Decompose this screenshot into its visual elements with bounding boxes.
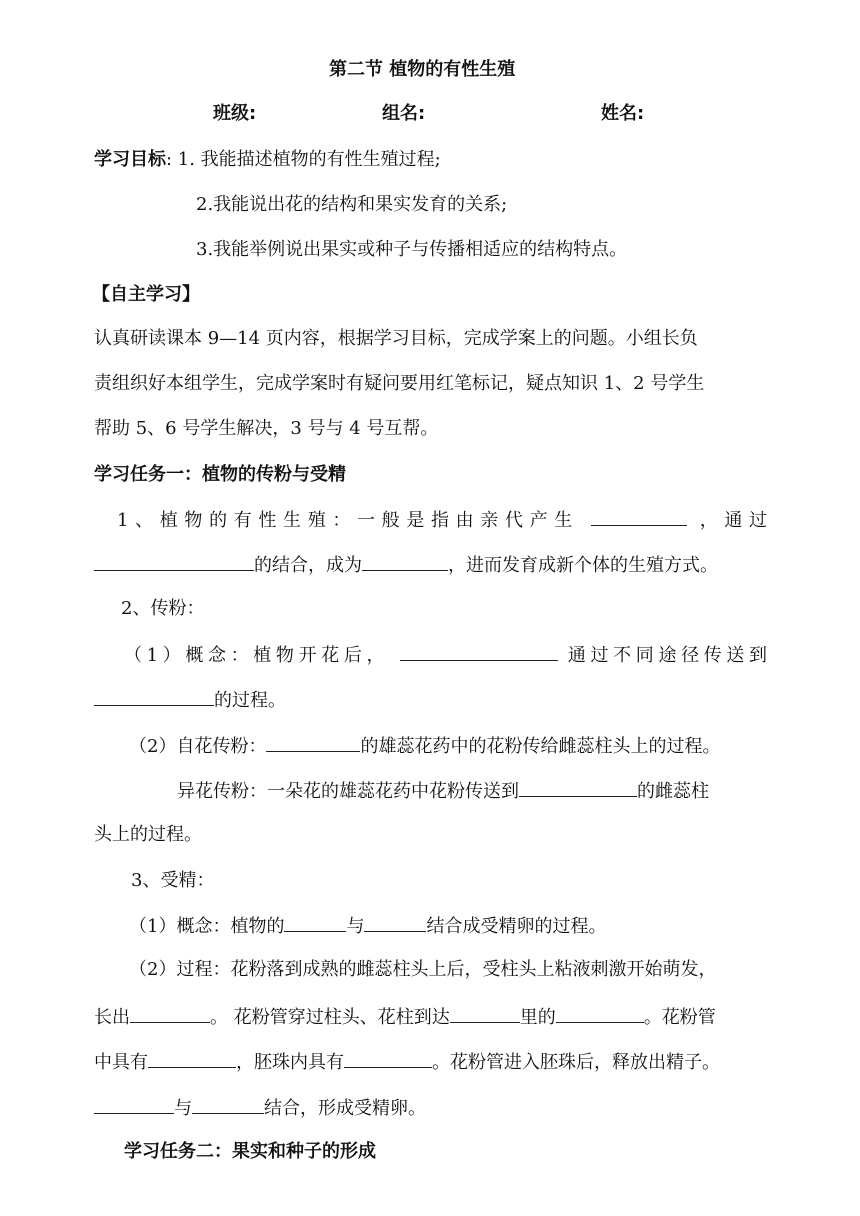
q2-2-text-a: （2）自花传粉： [129, 736, 267, 757]
q2-1-text-c: 的过程。 [214, 690, 286, 711]
q2-3-text-a: 异花传粉：一朵花的雄蕊花药中花粉传送到 [177, 781, 519, 802]
q3-1-text-a: （1）概念：植物的 [129, 916, 285, 937]
q2-1-text-b: 通过不同途径传送到 [567, 645, 768, 666]
answer-blank[interactable] [364, 913, 426, 932]
answer-blank[interactable] [556, 1004, 644, 1023]
q3-2-text-f: 中具有 [94, 1052, 148, 1073]
q1-text-b: ，通过 [699, 510, 767, 531]
q2-1-line-1 [124, 642, 767, 668]
answer-blank[interactable] [94, 1095, 174, 1114]
q3-2-text-b: 长出 [94, 1007, 130, 1028]
answer-blank[interactable] [94, 687, 214, 706]
q2-3-line-1 [177, 778, 709, 804]
q1-line-1 [117, 507, 767, 533]
self-study-line-2: 责组织好本组学生，完成学案时有疑问要用红笔标记，疑点知识 1、2 号学生 [94, 373, 705, 394]
q2-3-line-2: 头上的过程。 [94, 824, 202, 845]
class-label: 班级: [213, 103, 257, 124]
answer-blank[interactable] [148, 1049, 236, 1068]
answer-blank[interactable] [519, 778, 637, 797]
q3-2-text-j: 结合，形成受精卵。 [264, 1098, 426, 1119]
self-study-line-3: 帮助 5、6 号学生解决，3 号与 4 号互帮。 [94, 418, 439, 439]
q3-1-text-b: 与 [346, 916, 365, 937]
group-label: 组名: [382, 103, 426, 124]
q3-2-text-g: ，胚珠内具有 [236, 1052, 344, 1073]
answer-blank[interactable] [266, 733, 360, 752]
q3-2-text-e: 。花粉管 [643, 1007, 716, 1028]
self-study-heading: 【自主学习】 [92, 284, 200, 305]
name-label: 姓名: [601, 103, 645, 124]
q1-text-a: 1、植物的有性生殖：一般是指由亲代产生 [117, 510, 579, 531]
q3-2-line-4 [94, 1095, 426, 1121]
q2-2-text-b: 的雄蕊花药中的花粉传给雌蕊柱头上的过程。 [360, 736, 721, 757]
objectives-label: 学习目标 [94, 149, 166, 170]
answer-blank[interactable] [130, 1004, 210, 1023]
q3-2-line-2 [94, 1004, 716, 1030]
q3-2-line-1: （2）过程：花粉落到成熟的雌蕊柱头上后，受柱头上粘液刺激开始萌发， [129, 959, 717, 980]
objective-line-1 [94, 148, 441, 172]
q1-text-c: 的结合，成为 [254, 555, 362, 576]
objective-line-3: 3.我能举例说出果实或种子与传播相适应的结构特点。 [196, 239, 628, 260]
q3-2-text-i: 与 [174, 1098, 192, 1119]
answer-blank[interactable] [344, 1049, 432, 1068]
q3-2-text-d: 里的 [519, 1007, 556, 1028]
objective-text-1: : 1. 我能描述植物的有性生殖过程; [166, 149, 441, 170]
q3-2-line-3 [94, 1049, 720, 1075]
answer-blank[interactable] [284, 913, 346, 932]
q2-2-line [129, 733, 720, 759]
answer-blank[interactable] [400, 642, 558, 661]
q2-3-text-b: 的雌蕊柱 [637, 781, 709, 802]
page-title: 第二节 植物的有性生殖 [329, 59, 516, 80]
answer-blank[interactable] [362, 552, 448, 571]
q3-2-text-h: 。花粉管进入胚珠后，释放出精子。 [432, 1052, 720, 1073]
q3-2-text-c: 。 花粉管穿过柱头、花柱到达 [210, 1007, 450, 1028]
self-study-line-1: 认真研读课本 9—14 页内容，根据学习目标，完成学案上的问题。小组长负 [94, 328, 698, 349]
answer-blank[interactable] [591, 507, 687, 526]
answer-blank[interactable] [192, 1095, 264, 1114]
q2-1-line-2 [94, 687, 286, 713]
answer-blank[interactable] [450, 1004, 520, 1023]
task1-heading: 学习任务一：植物的传粉与受精 [94, 464, 346, 485]
q1-text-d: ，进而发育成新个体的生殖方式。 [448, 555, 718, 576]
q3-heading: 3、受精： [131, 870, 215, 891]
q1-line-2 [94, 552, 718, 578]
task2-heading: 学习任务二：果实和种子的形成 [124, 1141, 376, 1162]
q3-1-text-c: 结合成受精卵的过程。 [426, 916, 607, 937]
q3-1-line [129, 913, 606, 939]
answer-blank[interactable] [94, 552, 254, 571]
objective-line-2: 2.我能说出花的结构和果实发育的关系; [196, 194, 508, 215]
q2-heading: 2、传粉： [121, 598, 205, 619]
q2-1-text-a: （1）概念：植物开花后， [124, 645, 390, 666]
